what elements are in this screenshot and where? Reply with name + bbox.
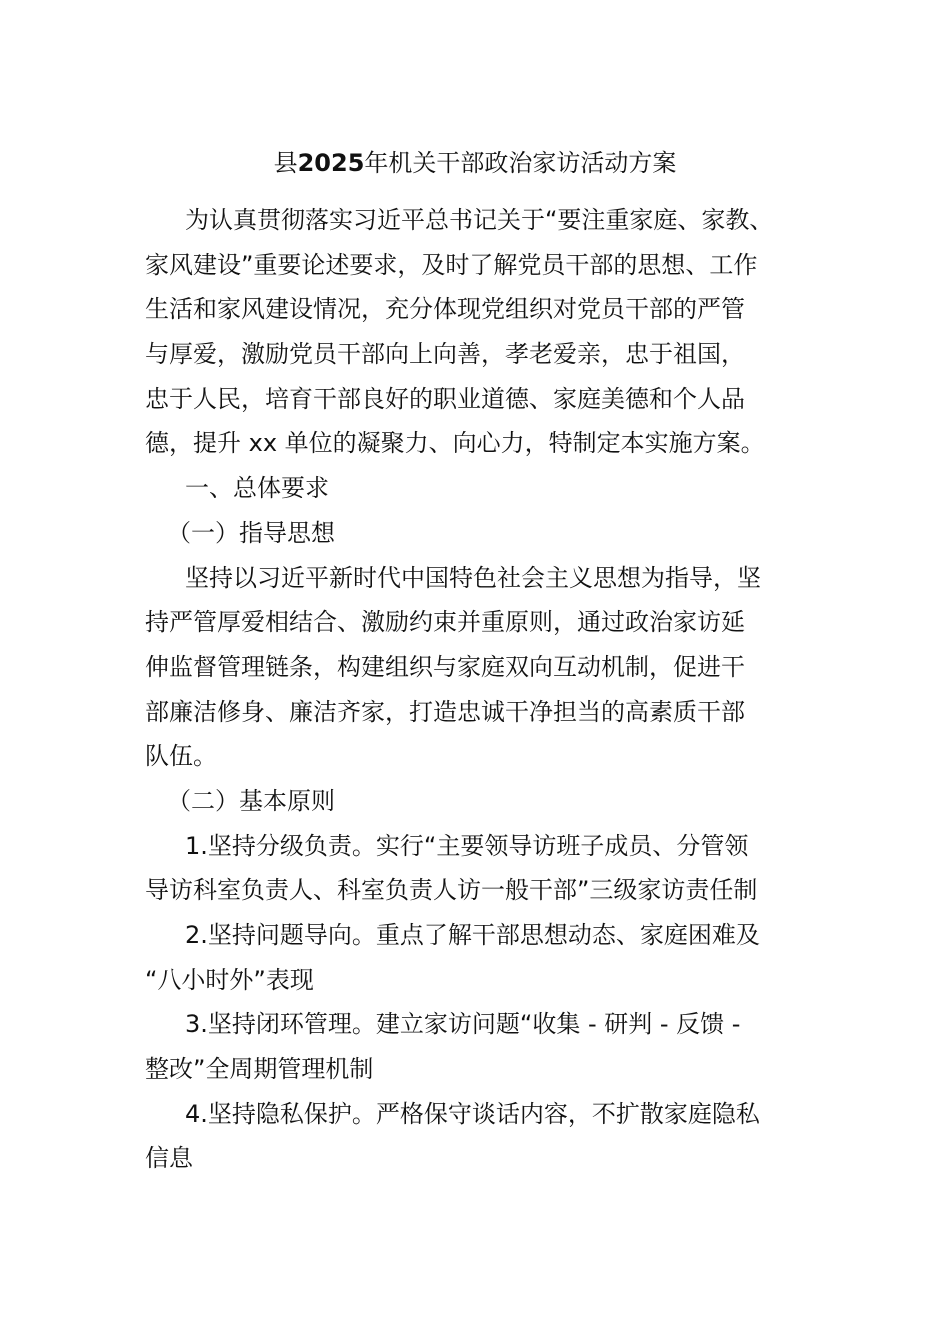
text-line: 3.坚持闭环管理。建立家访问题“收集 - 研判 - 反馈 - [185, 1010, 741, 1039]
text-line: 部廉洁修身、廉洁齐家，打造忠诚干净担当的高素质干部 [145, 697, 745, 726]
text-line: 家风建设”重要论述要求，及时了解党员干部的思想、工作 [145, 250, 758, 279]
text-line: 生活和家风建设情况，充分体现党组织对党员干部的严管 [145, 295, 745, 324]
text-line: 整改”全周期管理机制 [145, 1055, 374, 1084]
text-line: 为认真贯彻落实习近平总书记关于“要注重家庭、家教、 [185, 206, 774, 234]
title-year: 2025 [297, 149, 365, 177]
paragraph [145, 198, 805, 466]
text-line: 4.坚持隐私保护。严格保守谈话内容，不扩散家庭隐私 [185, 1099, 760, 1128]
text-line: 德，提升 xx 单位的凝聚力、向心力，特制定本实施方案。 [145, 429, 765, 458]
paragraph [145, 466, 805, 511]
text-line: 信息 [145, 1144, 193, 1173]
paragraph [145, 556, 805, 779]
text-line: 与厚爱，激励党员干部向上向善，孝老爱亲，忠于祖国， [145, 340, 745, 369]
text-line: “八小时外”表现 [145, 965, 314, 994]
text-line: 伸监督管理链条，构建组织与家庭双向互动机制，促进干 [145, 652, 745, 681]
text-line: （二）基本原则 [167, 786, 335, 815]
title-suffix: 年机关干部政治家访活动方案 [364, 149, 677, 177]
text-line: 坚持以习近平新时代中国特色社会主义思想为指导，坚 [185, 563, 761, 592]
paragraph [145, 1092, 805, 1181]
document-body [145, 198, 805, 1181]
document-title [0, 145, 950, 181]
paragraph [145, 1002, 805, 1091]
text-line: 队伍。 [145, 742, 217, 771]
paragraph [145, 779, 805, 824]
text-line: 一、总体要求 [185, 474, 329, 503]
text-line: 持严管厚爱相结合、激励约束并重原则，通过政治家访延 [145, 608, 745, 637]
paragraph [145, 511, 805, 556]
title-prefix: 县 [273, 149, 298, 177]
paragraph [145, 913, 805, 1002]
text-line: 2.坚持问题导向。重点了解干部思想动态、家庭困难及 [185, 921, 760, 949]
paragraph [145, 824, 805, 913]
text-line: 导访科室负责人、科室负责人访一般干部”三级家访责任制 [145, 876, 758, 905]
text-line: （一）指导思想 [167, 518, 335, 547]
text-line: 忠于人民，培育干部良好的职业道德、家庭美德和个人品 [145, 384, 745, 413]
text-line: 1.坚持分级负责。实行“主要领导访班子成员、分管领 [185, 831, 749, 860]
